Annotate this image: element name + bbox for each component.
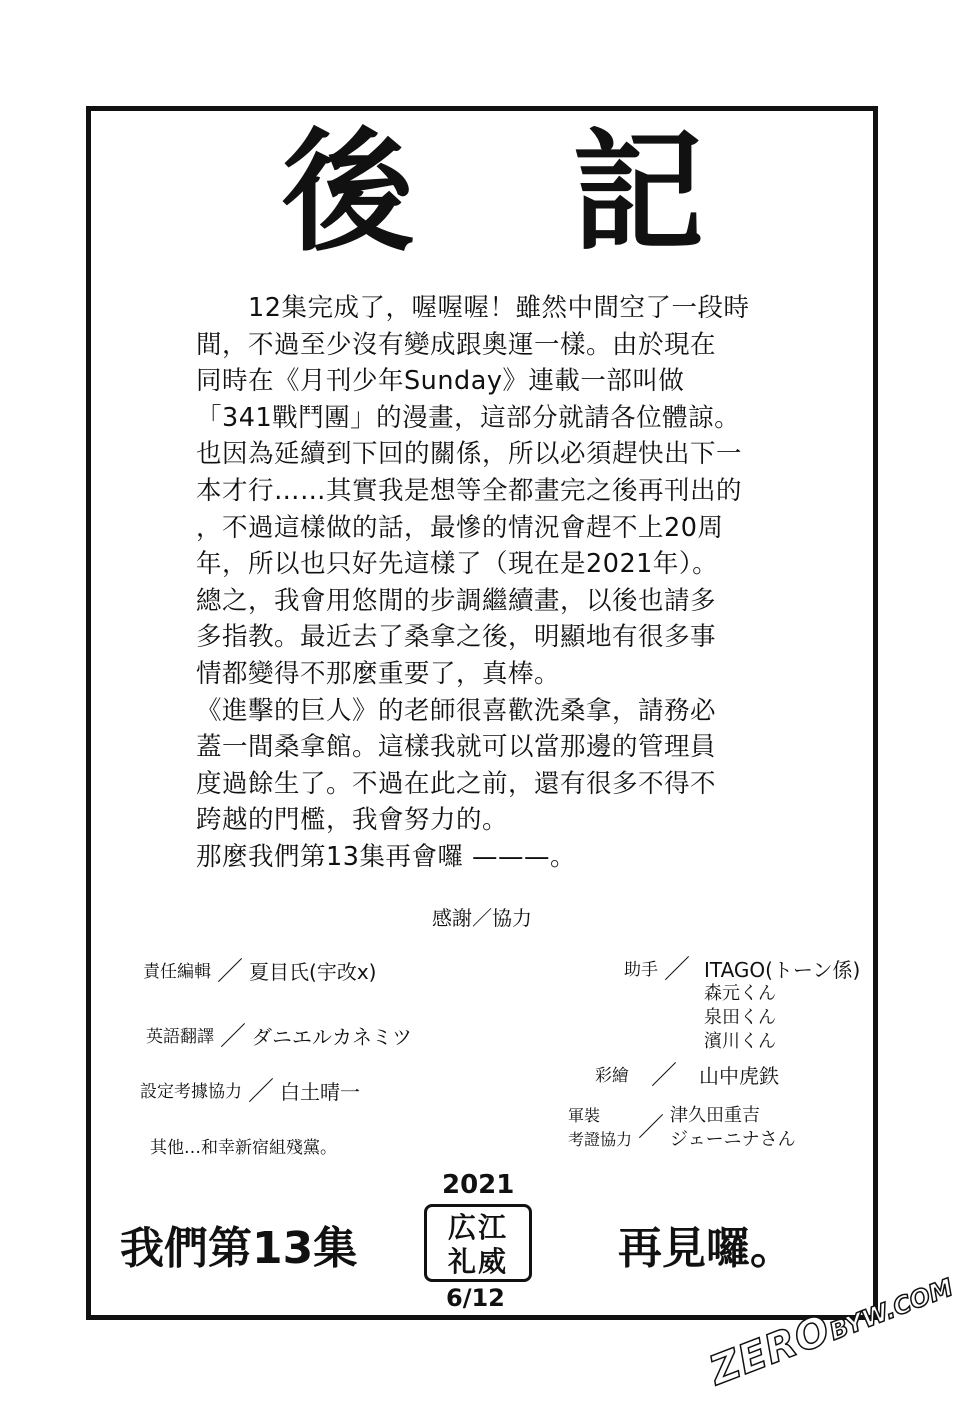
body-line: 年，所以也只好先這樣了（現在是2021年）。 — [196, 549, 719, 580]
farewell-right: 再見囉。 — [618, 1223, 794, 1274]
slash-divider: ／ — [220, 1022, 247, 1052]
body-line: 間，不過至少沒有變成跟奧運一樣。由於現在 — [196, 329, 717, 360]
thanks-heading: 感謝／協力 — [432, 906, 532, 930]
slash-divider: ／ — [217, 957, 244, 987]
credit-setting — [140, 1077, 361, 1107]
body-line: 蓋一間桑拿館。這樣我就可以當那邊的管理員 — [196, 732, 717, 763]
afterword-body — [196, 290, 816, 876]
slash-divider: ／ — [664, 955, 691, 985]
farewell-left: 我們第13集 — [120, 1223, 358, 1274]
body-line: 總之，我會用悠閒的步調繼續畫，以後也請多 — [196, 585, 717, 616]
credit-military — [568, 1104, 796, 1152]
credit-assistants-label: 助手 — [624, 960, 658, 980]
assistant-name: 森元くん — [704, 983, 776, 1004]
signature-name-line1: 広江 — [447, 1211, 508, 1244]
credit-color-label: 彩繪 — [595, 1066, 629, 1086]
credit-english-label: 英語翻譯 — [146, 1027, 214, 1047]
assistant-names — [704, 958, 860, 1054]
credit-english-value: ダニエルカネミツ — [252, 1025, 413, 1049]
credit-other: 其他…和幸新宿組殘黨。 — [150, 1138, 337, 1158]
credit-english — [146, 1022, 413, 1052]
body-line: 也因為延續到下回的關係，所以必須趕快出下一 — [196, 439, 743, 470]
body-line: 那麼我們第13集再會囉 ———。 — [196, 841, 577, 872]
watermark-sub: BYW.COM — [825, 1273, 957, 1346]
body-line: 度過餘生了。不過在此之前，還有很多不得不 — [196, 768, 717, 799]
slash-divider: ／ — [248, 1077, 275, 1107]
credit-military-names — [670, 1104, 796, 1152]
credit-military-label-line2: 考證協力 — [568, 1130, 633, 1149]
credit-color — [595, 1061, 780, 1091]
body-line: ，不過這樣做的話，最慘的情況會趕不上20周 — [196, 512, 724, 543]
page-title — [86, 118, 878, 268]
body-line: 多指教。最近去了桑拿之後，明顯地有很多事 — [196, 622, 717, 653]
signature-name-line2: 礼威 — [447, 1245, 508, 1278]
signature-year: 2021 — [442, 1170, 515, 1200]
credit-editor-label: 責任編輯 — [143, 962, 211, 982]
assistant-name: 泉田くん — [704, 1007, 776, 1028]
body-line: 「341戰鬥團」的漫畫，這部分就請各位體諒。 — [196, 402, 741, 433]
military-name: ジェーニナさん — [670, 1129, 796, 1150]
body-line: 情都變得不那麼重要了，真棒。 — [196, 658, 561, 689]
credit-military-label-line1: 軍裝 — [568, 1106, 601, 1125]
slash-divider: ／ — [651, 1061, 678, 1091]
credit-military-label — [568, 1104, 632, 1152]
slash-divider: ／ — [638, 1113, 665, 1143]
assistant-name: 濱川くん — [704, 1031, 776, 1052]
credit-assistants — [624, 955, 861, 1052]
credit-setting-value: 白土晴一 — [280, 1080, 361, 1104]
credit-editor-value: 夏目氏(宇改x) — [249, 960, 377, 984]
signature-date: 6/12 — [446, 1284, 505, 1312]
body-line: 本才行……其實我是想等全都畫完之後再刊出的 — [196, 475, 743, 506]
credit-color-value: 山中虎鉄 — [699, 1064, 780, 1088]
military-name: 津久田重吉 — [670, 1105, 761, 1126]
credit-setting-label: 設定考據協力 — [140, 1082, 242, 1102]
watermark-logo — [703, 1273, 980, 1420]
body-line: 《進擊的巨人》的老師很喜歡洗桑拿，請務必 — [196, 695, 717, 726]
assistant-name: ITAGO(トーン係) — [704, 958, 861, 982]
body-line: 同時在《月刊少年Sunday》連載一部叫做 — [196, 366, 685, 397]
title-char-1: 後 — [282, 116, 414, 270]
signature-stamp — [420, 1170, 540, 1316]
title-char-2: 記 — [572, 116, 704, 270]
watermark-main: ZERO — [703, 1306, 838, 1395]
body-line: 12集完成了，喔喔喔！雖然中間空了一段時 — [196, 293, 750, 323]
signature-name-box — [424, 1204, 532, 1282]
body-line: 跨越的門檻，我會努力的。 — [196, 805, 509, 836]
credit-editor — [143, 957, 377, 987]
